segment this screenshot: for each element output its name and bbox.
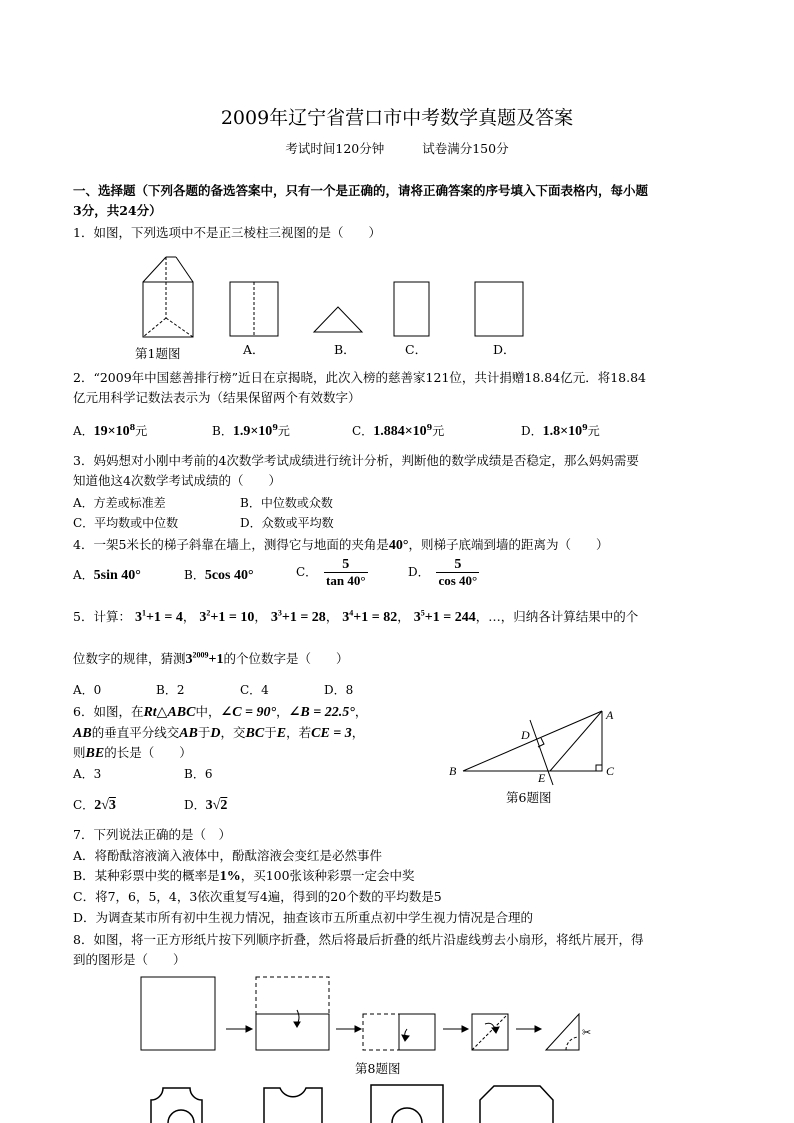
exam-time: 考试时间120分钟: [285, 141, 385, 156]
q8-step1-square: [141, 977, 215, 1050]
q4-option-c: C． $\frac{5}{\tan 40^\circ}$: [296, 557, 366, 588]
section-heading-line2: 3分，共24分）: [73, 203, 162, 218]
q8-step3-fold: [399, 1014, 435, 1050]
q4-option-a: A．5sin 40°: [73, 568, 141, 583]
q1-stem: 1．如图，下列选项中不是正三棱柱三视图的是（ ）: [73, 225, 381, 240]
q6-label-c: C: [606, 764, 615, 778]
q8-option-b-shape: [264, 1088, 322, 1123]
q1-label-b: B．: [334, 342, 356, 357]
q2-line2: 亿元用科学记数法表示为（结果保留两个有效数字）: [73, 390, 361, 405]
q2-option-b: B．$1.9\times 10^9$元: [212, 422, 290, 439]
q8-line1: 8．如图，将一正方形纸片按下列顺序折叠，然后将最后折叠的纸片沿虚线剪去小扇形，将纸片展开，得: [73, 932, 644, 947]
q2-option-c: C．$1.884\times 10^9$元: [352, 422, 445, 439]
q8-step5-triangle: [546, 1014, 579, 1050]
exam-score: 试卷满分150分: [422, 141, 509, 156]
q5-option-b: B．2: [156, 683, 185, 697]
q1-caption: 第1题图: [135, 346, 181, 361]
q6-line2: AB的垂直平分线交AB于D，交BC于E，若CE = 3，: [73, 725, 365, 741]
q4-option-b: B．5cos 40°: [184, 568, 254, 583]
q7-option-b: B．某种彩票中奖的概率是1%，买100张该种彩票一定会中奖: [73, 868, 415, 884]
q8-step2-fold: [256, 1014, 329, 1050]
q4-option-d: D． $\frac{5}{\cos 40^\circ}$: [408, 557, 478, 588]
q6-option-d: D．3√2: [184, 798, 228, 813]
q8-option-d-shape: [480, 1086, 553, 1123]
q6-line1: 6．如图，在Rt△ABC中，∠C = 90°，∠B = 22.5°，: [73, 704, 368, 720]
q3-line1: 3．妈妈想对小刚中考前的4次数学考试成绩进行统计分析，判断他的数学成绩是否稳定，那么妈妈需要: [73, 453, 639, 468]
q1-label-d: D．: [493, 342, 516, 357]
q3-option-c: C．平均数或中位数: [73, 516, 179, 530]
q7-option-c: C．将7，6，5，4，3依次重复写4遍，得到的20个数的平均数是5: [73, 889, 442, 904]
q3-option-a: A．方差或标准差: [73, 496, 166, 510]
q6-label-e: E: [538, 771, 546, 785]
q5-line2: 位数字的规律，猜测$3^{2009}+1$的个位数字是（ ）: [73, 650, 349, 667]
q7-option-a: A．将酚酞溶液滴入液体中，酚酞溶液会变红是必然事件: [73, 848, 383, 863]
q7-stem: 7．下列说法正确的是（ ）: [73, 827, 231, 842]
q2-option-a: A．$19\times 10^8$元: [73, 422, 148, 439]
q2-option-d: D．$1.8\times 10^9$元: [521, 422, 600, 439]
q6-option-b: B．6: [184, 767, 213, 781]
section-heading-line1: 一、选择题（下列各题的备选答案中，只有一个是正确的，请将正确答案的序号填入下面表格内，每小题: [73, 183, 649, 198]
q7-option-d: D．为调查某市所有初中生视力情况，抽查该市五所重点初中学生视力情况是合理的: [73, 910, 534, 925]
q8-option-c-shape: [371, 1085, 443, 1123]
q3-option-d: D．众数或平均数: [240, 516, 334, 530]
svg-text:✂: ✂: [582, 1026, 592, 1039]
q2-line1: 2．“2009年中国慈善排行榜”近日在京揭晓，此次入榜的慈善家121位，共计捐赠18.84亿元．将18.84: [73, 370, 646, 385]
q5-line1: 5．计算： $3^1+1 = 4$， $3^2+1 = 10$， $3^3+1 = 28$， $3^4+1 = 82$， $3^5+1 = 244$，…，归纳各计算结果中的个: [73, 608, 639, 625]
q5-option-c: C．4: [240, 683, 269, 697]
q5-option-a: A．0: [73, 683, 102, 697]
q3-line2: 知道他这4次数学考试成绩的（ ）: [73, 473, 281, 488]
page-title: 2009年辽宁省营口市中考数学真题及答案: [220, 107, 574, 129]
q8-caption: 第8题图: [355, 1061, 401, 1076]
q1-label-c: C．: [405, 342, 428, 357]
q6-caption: 第6题图: [506, 790, 552, 805]
q6-option-c: C．2√3: [73, 798, 116, 813]
q6-label-a: A: [606, 708, 614, 722]
q8-answer-options: [151, 1085, 553, 1123]
q6-line3: 则BE的长是（ ）: [73, 745, 192, 761]
q8-option-a-shape: [151, 1088, 202, 1123]
q6-label-d: D: [521, 728, 530, 742]
q5-option-d: D．8: [324, 683, 354, 697]
q1-label-a: A．: [243, 342, 265, 357]
q4-stem: 4．一架5米长的梯子斜靠在墙上，测得它与地面的夹角是40°，则梯子底端到墙的距离为（ ）: [73, 537, 609, 553]
q6-option-a: A．3: [73, 767, 102, 781]
q6-label-b: B: [449, 764, 457, 778]
q3-option-b: B．中位数或众数: [240, 496, 333, 510]
q8-line2: 到的图形是（ ）: [73, 952, 186, 967]
